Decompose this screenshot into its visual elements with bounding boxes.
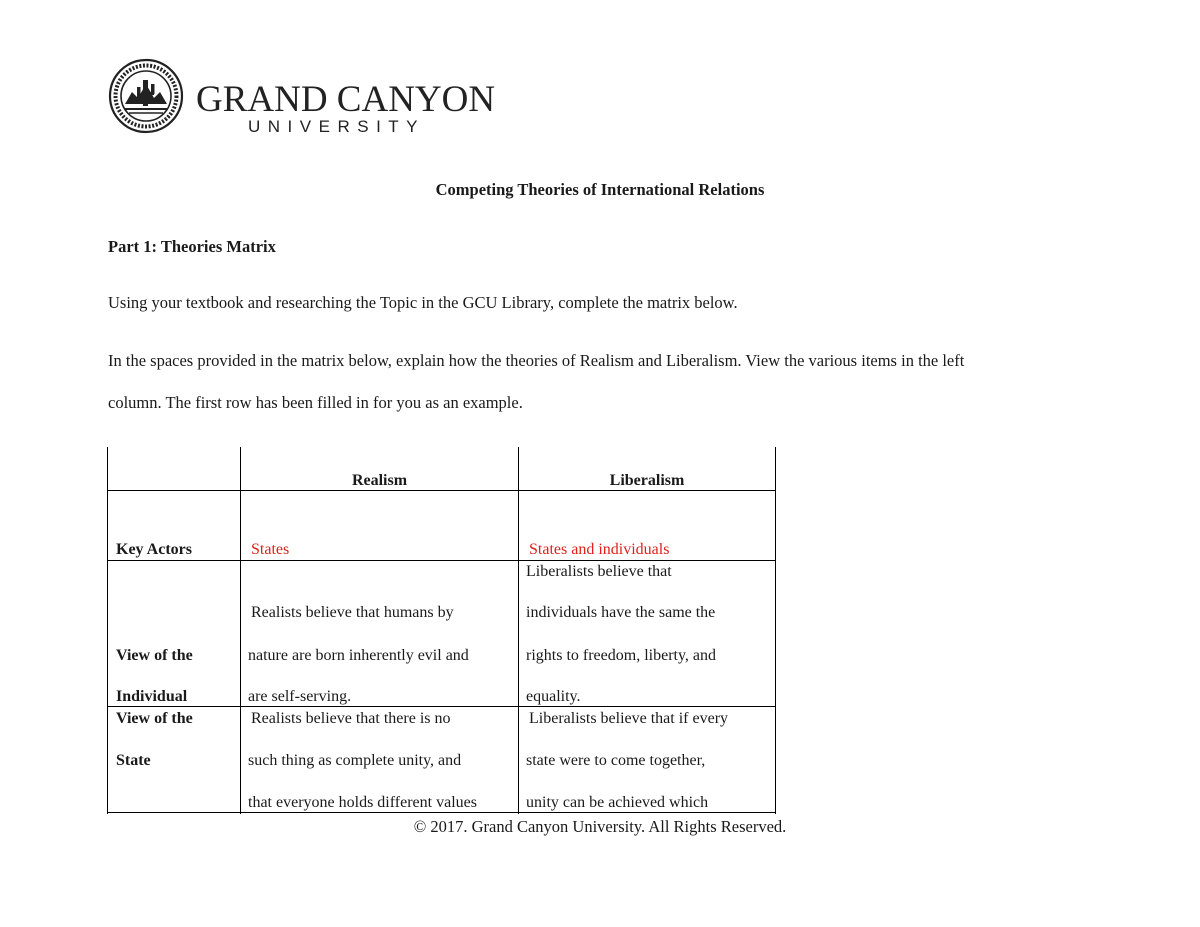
cell-liberalism-individual-line4: equality. [526,688,581,705]
row-label-key-actors: Key Actors [116,541,192,558]
table-border-bottom [107,812,776,813]
cell-realism-state-line2: such thing as complete unity, and [248,752,462,769]
logo-wordmark-primary: GRAND CANYON [196,79,496,120]
cell-liberalism-individual-line1: Liberalists believe that [526,563,672,580]
document-title: Competing Theories of International Relations [435,180,765,199]
column-header-realism: Realism [351,472,408,489]
logo-wordmark-secondary: UNIVERSITY [248,117,426,136]
cell-liberalism-individual-line2: individuals have the same the [526,604,716,621]
cell-realism-state-line1: Realists believe that there is no [251,710,451,727]
cell-realism-individual-line1: Realists believe that humans by [251,604,454,621]
university-seal-logo [108,54,184,138]
cell-liberalism-key-actors: States and individuals [529,541,670,558]
table-rule-row2 [107,706,776,707]
table-rule-row1 [107,560,776,561]
instruction-paragraph-1: Using your textbook and researching the Topic in the GCU Library, complete the matrix below. [108,293,738,312]
cell-realism-key-actors: States [251,541,290,558]
cell-liberalism-state-line3: unity can be achieved which [526,794,709,811]
cell-liberalism-individual-line3: rights to freedom, liberty, and [526,647,717,664]
table-divider-col1 [240,447,241,814]
row-label-view-individual-line1: View of the [116,647,193,664]
row-label-view-state-line2: State [116,752,151,769]
table-rule-header [107,490,776,491]
table-border-right [775,447,776,814]
row-label-view-state-line1: View of the [116,710,193,727]
cell-realism-individual-line3: are self-serving. [248,688,352,705]
instruction-paragraph-2-line-1: In the spaces provided in the matrix below, explain how the theories of Realism and Liberalism. View the various items in the left [108,351,965,370]
column-header-liberalism: Liberalism [609,472,685,489]
cell-liberalism-state-line1: Liberalists believe that if every [529,710,729,727]
copyright-footer: © 2017. Grand Canyon University. All Rights Reserved. [413,817,787,836]
cell-liberalism-state-line2: state were to come together, [526,752,706,769]
instruction-paragraph-2-line-2: column. The first row has been filled in for you as an example. [108,393,523,412]
theories-matrix-table [107,447,776,814]
row-label-view-individual-line2: Individual [116,688,188,705]
part-heading: Part 1: Theories Matrix [108,237,276,256]
cell-realism-state-line3: that everyone holds different values [248,794,477,811]
table-divider-col2 [518,447,519,814]
cell-realism-individual-line2: nature are born inherently evil and [248,647,469,664]
table-border-left [107,447,108,814]
